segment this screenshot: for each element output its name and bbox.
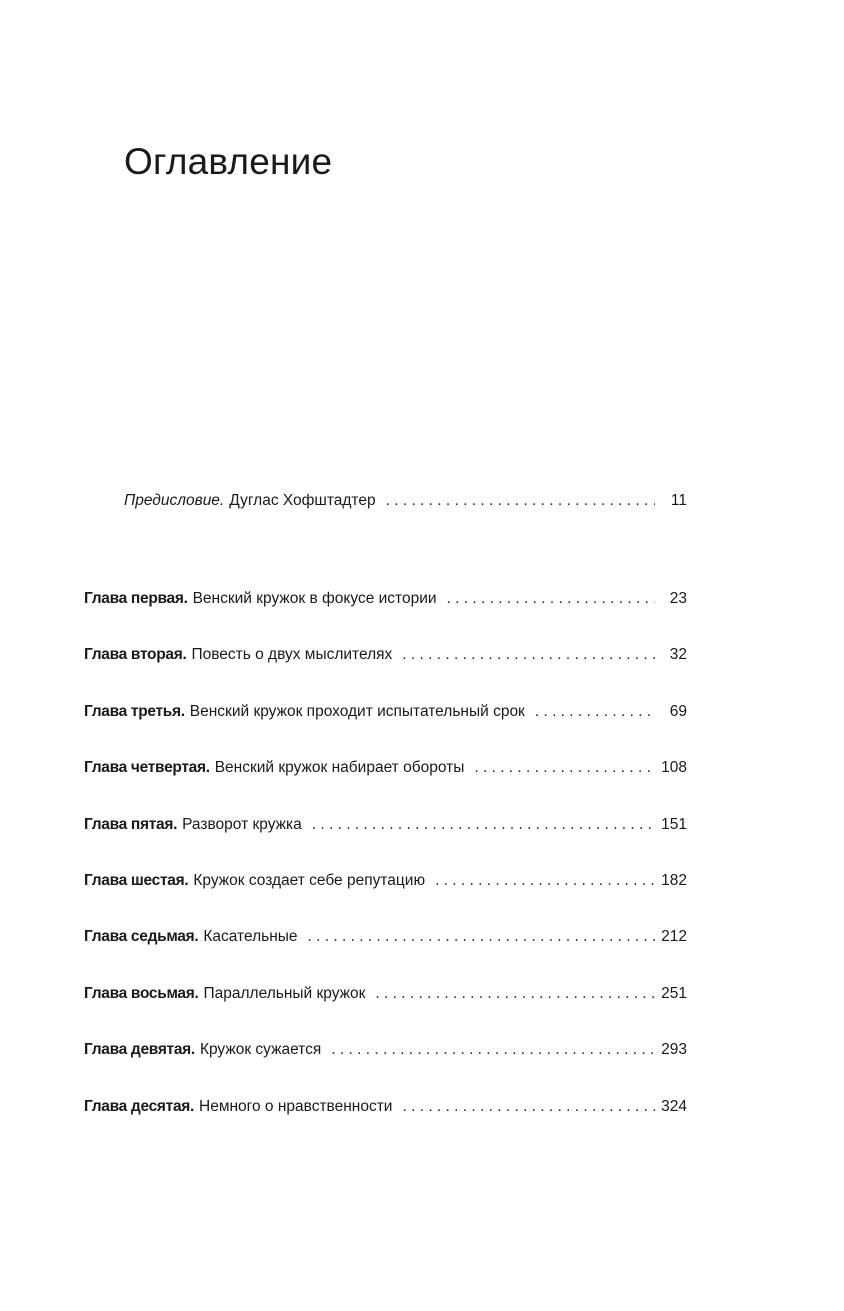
- toc-page-number: 11: [670, 492, 687, 509]
- toc-entry-lead: Глава первая.: [84, 590, 188, 607]
- toc-entry-title: Параллельный кружок: [203, 985, 366, 1002]
- page-title: Оглавление: [124, 141, 333, 182]
- toc-page-number: 23: [669, 590, 687, 607]
- toc-entry-title: Немного о нравственности: [199, 1098, 393, 1115]
- toc-entry-lead: Глава восьмая.: [84, 985, 199, 1002]
- toc-page-number: 182: [661, 872, 687, 889]
- toc-leader-dots: [435, 869, 655, 893]
- toc-entry-chapter-5[interactable]: [84, 813, 687, 837]
- toc-entry-title: Касательные: [203, 928, 298, 945]
- toc-entry-chapter-3[interactable]: [84, 700, 687, 724]
- toc-page-number: 251: [661, 985, 687, 1002]
- toc-entry-lead: Глава шестая.: [84, 872, 189, 889]
- toc-entry-chapter-8[interactable]: [84, 982, 687, 1006]
- toc-entry-lead: Предисловие.: [124, 492, 225, 509]
- toc-entry-lead: Глава десятая.: [84, 1098, 195, 1115]
- toc-leader-dots: [308, 925, 655, 949]
- toc-page-number: 108: [661, 759, 687, 776]
- toc-page-number: 212: [661, 928, 687, 945]
- toc-leader-dots: [447, 587, 655, 611]
- toc-entry-lead: Глава третья.: [84, 703, 185, 720]
- toc-entry-chapter-10[interactable]: [84, 1095, 687, 1119]
- toc-entry-chapter-1[interactable]: [84, 587, 687, 611]
- toc-entry-foreword[interactable]: [124, 489, 687, 513]
- toc-leader-dots: [386, 489, 655, 513]
- toc-leader-dots: [535, 700, 655, 724]
- toc-leader-dots: [474, 756, 655, 780]
- toc-entry-title: Дуглас Хофштадтер: [229, 492, 376, 509]
- toc-entry-chapter-7[interactable]: [84, 925, 687, 949]
- toc-page-number: 69: [669, 703, 687, 720]
- toc-leader-dots: [312, 813, 655, 837]
- toc-entry-title: Венский кружок в фокусе истории: [192, 590, 437, 607]
- toc-leader-dots: [402, 1095, 655, 1119]
- toc-entry-title: Разворот кружка: [182, 816, 302, 833]
- toc-entry-title: Повесть о двух мыслителях: [191, 646, 393, 663]
- toc-entry-chapter-9[interactable]: [84, 1038, 687, 1062]
- toc-entry-lead: Глава пятая.: [84, 816, 178, 833]
- toc-page-number: 293: [661, 1041, 687, 1058]
- toc-entry-chapter-6[interactable]: [84, 869, 687, 893]
- toc-leader-dots: [331, 1038, 655, 1062]
- toc-leader-dots: [375, 982, 655, 1006]
- toc-entry-title: Кружок сужается: [199, 1041, 322, 1058]
- toc-page-number: 151: [661, 816, 687, 833]
- toc-entry-title: Венский кружок проходит испытательный срок: [189, 703, 525, 720]
- toc-entry-lead: Глава вторая.: [84, 646, 187, 663]
- toc-entry-lead: Глава седьмая.: [84, 928, 199, 945]
- toc-entry-chapter-4[interactable]: [84, 756, 687, 780]
- toc-entry-title: Венский кружок набирает обороты: [214, 759, 465, 776]
- toc-page-number: 324: [661, 1098, 687, 1115]
- toc-entry-lead: Глава девятая.: [84, 1041, 195, 1058]
- toc-entry-chapter-2[interactable]: [84, 643, 687, 667]
- toc-leader-dots: [402, 643, 655, 667]
- toc-page-number: 32: [669, 646, 687, 663]
- toc-entry-lead: Глава четвертая.: [84, 759, 210, 776]
- toc-entry-title: Кружок создает себе репутацию: [193, 872, 426, 889]
